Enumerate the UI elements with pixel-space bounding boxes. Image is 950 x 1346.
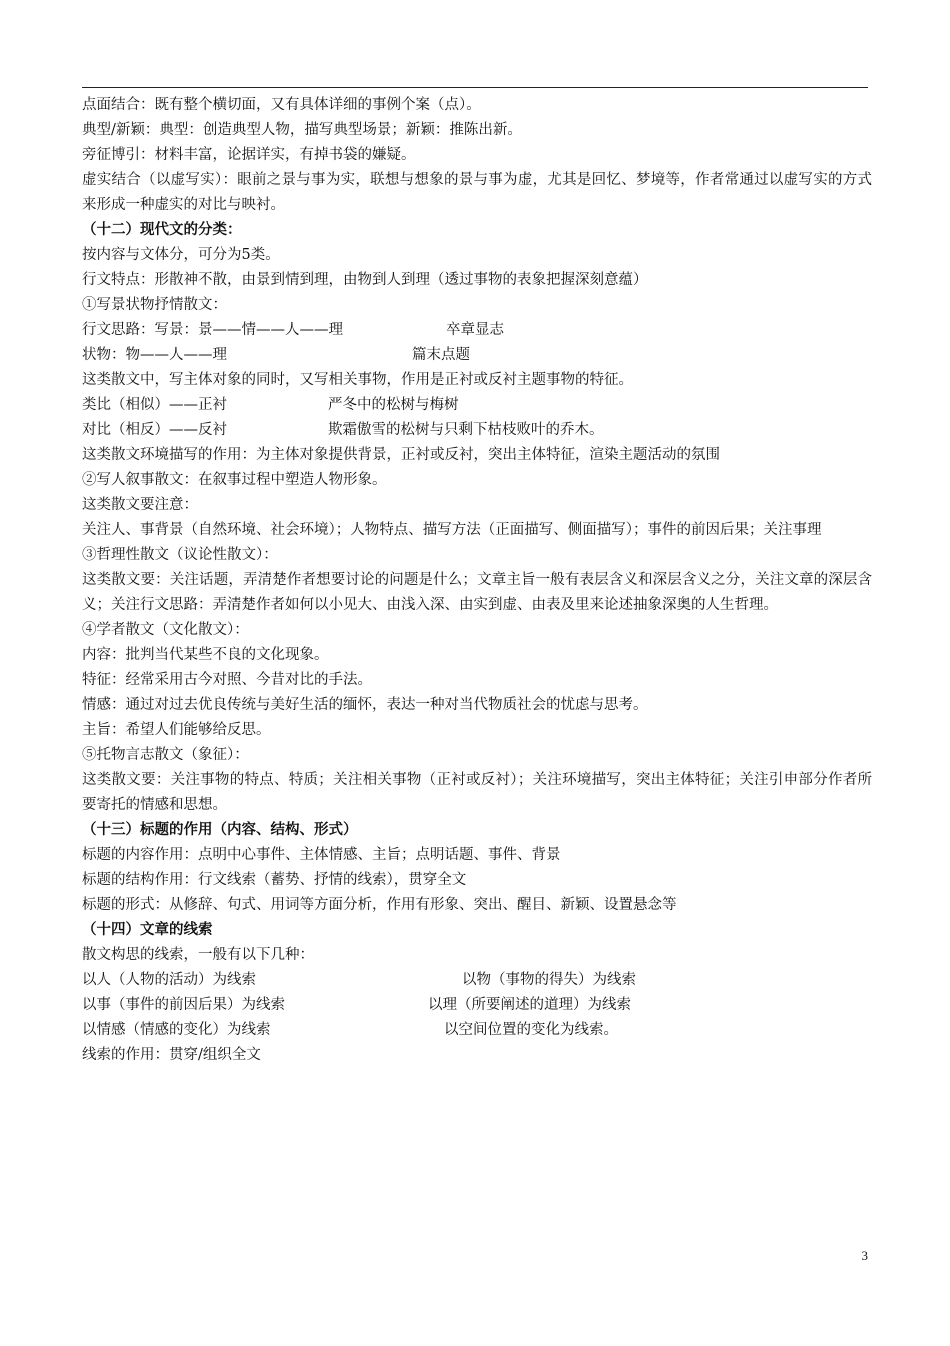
row-right: 以理（所要阐述的道理）为线索 bbox=[428, 997, 631, 1013]
row-left: 以事（事件的前因后果）为线索 bbox=[82, 997, 285, 1013]
text-line: 这类散文要注意： bbox=[82, 497, 198, 513]
row-left: 以人（人物的活动）为线索 bbox=[82, 972, 256, 988]
text-line: 这类散文环境描写的作用：为主体对象提供背景，正衬或反衬，突出主体特征，渲染主题活动的氛围 bbox=[82, 447, 720, 463]
row-right: 以物（事物的得失）为线索 bbox=[462, 972, 636, 988]
two-column-row bbox=[82, 318, 872, 343]
text-line: 旁征博引：材料丰富，论据详实，有掉书袋的嫌疑。 bbox=[82, 147, 416, 163]
text-line: ①写景状物抒情散文： bbox=[82, 297, 227, 313]
two-column-row bbox=[82, 418, 872, 443]
text-line: ⑤托物言志散文（象征）： bbox=[82, 747, 249, 763]
text-line: 按内容与文体分，可分为5类。 bbox=[82, 247, 280, 263]
row-right: 篇末点题 bbox=[412, 347, 470, 363]
text-line: ③哲理性散文（议论性散文）： bbox=[82, 547, 278, 563]
header-rule bbox=[82, 87, 868, 88]
row-right: 欺霜傲雪的松树与只剩下枯枝败叶的乔木。 bbox=[328, 422, 604, 438]
row-right: 严冬中的松树与梅树 bbox=[328, 397, 459, 413]
page-number: 3 bbox=[861, 1248, 868, 1263]
row-left: 状物：物——人——理 bbox=[82, 347, 227, 363]
text-paragraph: 这类散文要：关注话题，弄清楚作者想要讨论的问题是什么；文章主旨一般有表层含义和深层含义之分，关注文章的深层含义；关注行文思路：弄清楚作者如何以小见大、由浅入深、由实到虚、由表及里来论述抽象深奥的人生哲理。 bbox=[82, 572, 872, 613]
text-paragraph: 关注人、事背景（自然环境、社会环境）；人物特点、描写方法（正面描写、侧面描写）；事件的前因后果；关注事理 bbox=[82, 522, 822, 538]
document-body bbox=[82, 93, 872, 1068]
text-line: ②写人叙事散文：在叙事过程中塑造人物形象。 bbox=[82, 472, 387, 488]
text-line: ④学者散文（文化散文）： bbox=[82, 622, 249, 638]
section-heading-13: （十三）标题的作用（内容、结构、形式） bbox=[82, 822, 358, 838]
section-heading-14: （十四）文章的线索 bbox=[82, 922, 213, 938]
text-line: 特征：经常采用古今对照、今昔对比的手法。 bbox=[82, 672, 372, 688]
text-line: 典型/新颖：典型：创造典型人物，描写典型场景；新颖：推陈出新。 bbox=[82, 122, 522, 138]
row-left: 类比（相似）——正衬 bbox=[82, 397, 227, 413]
text-line: 散文构思的线索，一般有以下几种： bbox=[82, 947, 314, 963]
row-right: 以空间位置的变化为线索。 bbox=[444, 1022, 618, 1038]
text-paragraph: 这类散文要：关注事物的特点、特质；关注相关事物（正衬或反衬）；关注环境描写，突出主体特征；关注引申部分作者所要寄托的情感和思想。 bbox=[82, 772, 872, 813]
text-line: 情感：通过对过去优良传统与美好生活的缅怀，表达一种对当代物质社会的忧虑与思考。 bbox=[82, 697, 648, 713]
two-column-row bbox=[82, 393, 872, 418]
text-line: 内容：批判当代某些不良的文化现象。 bbox=[82, 647, 329, 663]
text-line: 主旨：希望人们能够给反思。 bbox=[82, 722, 271, 738]
text-line: 这类散文中，写主体对象的同时，又写相关事物，作用是正衬或反衬主题事物的特征。 bbox=[82, 372, 633, 388]
text-paragraph: 虚实结合（以虚写实）：眼前之景与事为实，联想与想象的景与事为虚，尤其是回忆、梦境等，作者常通过以虚写实的方式来形成一种虚实的对比与映衬。 bbox=[82, 172, 872, 213]
text-line: 点面结合：既有整个横切面，又有具体详细的事例个案（点）。 bbox=[82, 97, 481, 113]
row-right: 卒章显志 bbox=[446, 322, 504, 338]
text-line: 行文特点：形散神不散，由景到情到理，由物到人到理（透过事物的表象把握深刻意蕴） bbox=[82, 272, 648, 288]
text-line: 线索的作用：贯穿/组织全文 bbox=[82, 1047, 261, 1063]
two-column-row bbox=[82, 993, 872, 1018]
text-line: 标题的形式：从修辞、句式、用词等方面分析，作用有形象、突出、醒目、新颖、设置悬念等 bbox=[82, 897, 677, 913]
row-left: 对比（相反）——反衬 bbox=[82, 422, 227, 438]
two-column-row bbox=[82, 1018, 872, 1043]
row-left: 行文思路：写景：景——情——人——理 bbox=[82, 322, 343, 338]
row-left: 以情感（情感的变化）为线索 bbox=[82, 1022, 271, 1038]
two-column-row bbox=[82, 968, 872, 993]
section-heading-12: （十二）现代文的分类： bbox=[82, 222, 242, 238]
text-line: 标题的结构作用：行文线索（蓄势、抒情的线索），贯穿全文 bbox=[82, 872, 467, 888]
two-column-row bbox=[82, 343, 872, 368]
text-line: 标题的内容作用：点明中心事件、主体情感、主旨；点明话题、事件、背景 bbox=[82, 847, 561, 863]
